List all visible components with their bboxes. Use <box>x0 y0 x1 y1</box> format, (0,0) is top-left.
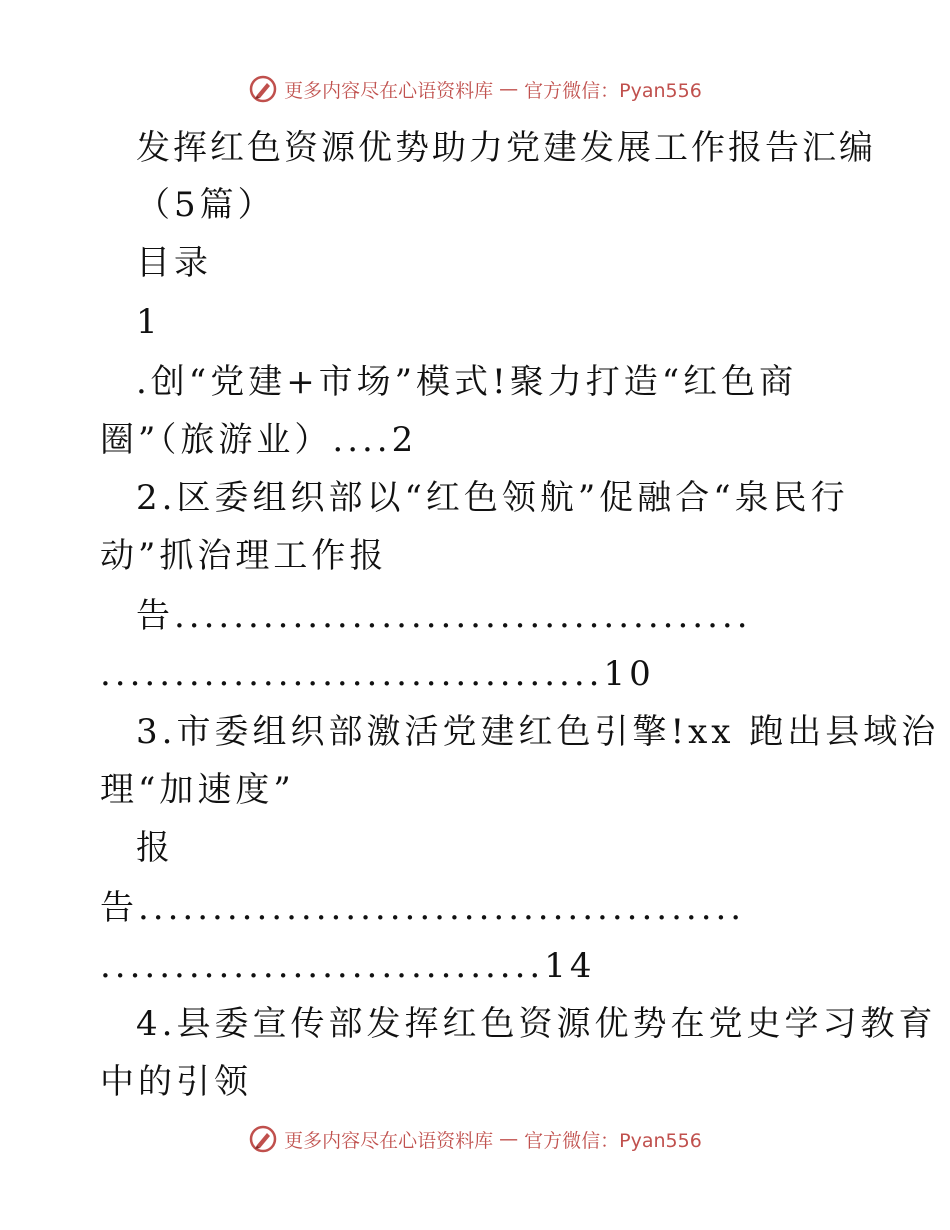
watermark-wechat-text: 官方微信：Pyan556 <box>524 79 702 102</box>
header-watermark <box>0 74 950 104</box>
toc-item1-line1: .创“党建+市场”模式!聚力打造“红色商 <box>136 362 798 402</box>
watermark-site-text: 更多内容尽在心语资料库 <box>284 1129 494 1152</box>
footer-watermark <box>0 1124 950 1154</box>
watermark-separator: — <box>499 1128 519 1150</box>
pen-logo-icon <box>248 74 278 104</box>
toc-item1-line2: 圈”（旅游业）....2 <box>100 420 418 460</box>
toc-item2-line1: 2.区委组织部以“红色领航”促融合“泉民行 <box>136 478 849 518</box>
document-title-line2: （5篇） <box>136 185 276 225</box>
toc-item4-line1: 4.县委宣传部发挥红色资源优势在党史学习教育 <box>136 1004 937 1044</box>
document-title-line1: 发挥红色资源优势助力党建发展工作报告汇编 <box>136 128 876 168</box>
toc-item2-line3: 告....................................... <box>136 596 752 636</box>
watermark-separator: — <box>499 78 519 100</box>
toc-item3-line1: 3.市委组织部激活党建红色引擎!xx 跑出县域治 <box>136 712 940 752</box>
toc-item3-line3: 报 <box>136 828 174 868</box>
toc-item3-line4: 告......................................... <box>100 888 746 928</box>
watermark-wechat-text: 官方微信：Pyan556 <box>524 1129 702 1152</box>
toc-item4-line2: 中的引领 <box>100 1062 252 1102</box>
pen-logo-icon <box>248 1124 278 1154</box>
toc-heading: 目录 <box>136 243 212 283</box>
toc-item3-line2: 理“加速度” <box>100 770 295 810</box>
toc-item3-line5: ..............................14 <box>100 946 596 986</box>
toc-item2-line2: 动”抓治理工作报 <box>100 536 388 576</box>
toc-item1-number: 1 <box>136 302 162 342</box>
watermark-site-text: 更多内容尽在心语资料库 <box>284 79 494 102</box>
toc-item2-line4: ..................................10 <box>100 654 655 694</box>
